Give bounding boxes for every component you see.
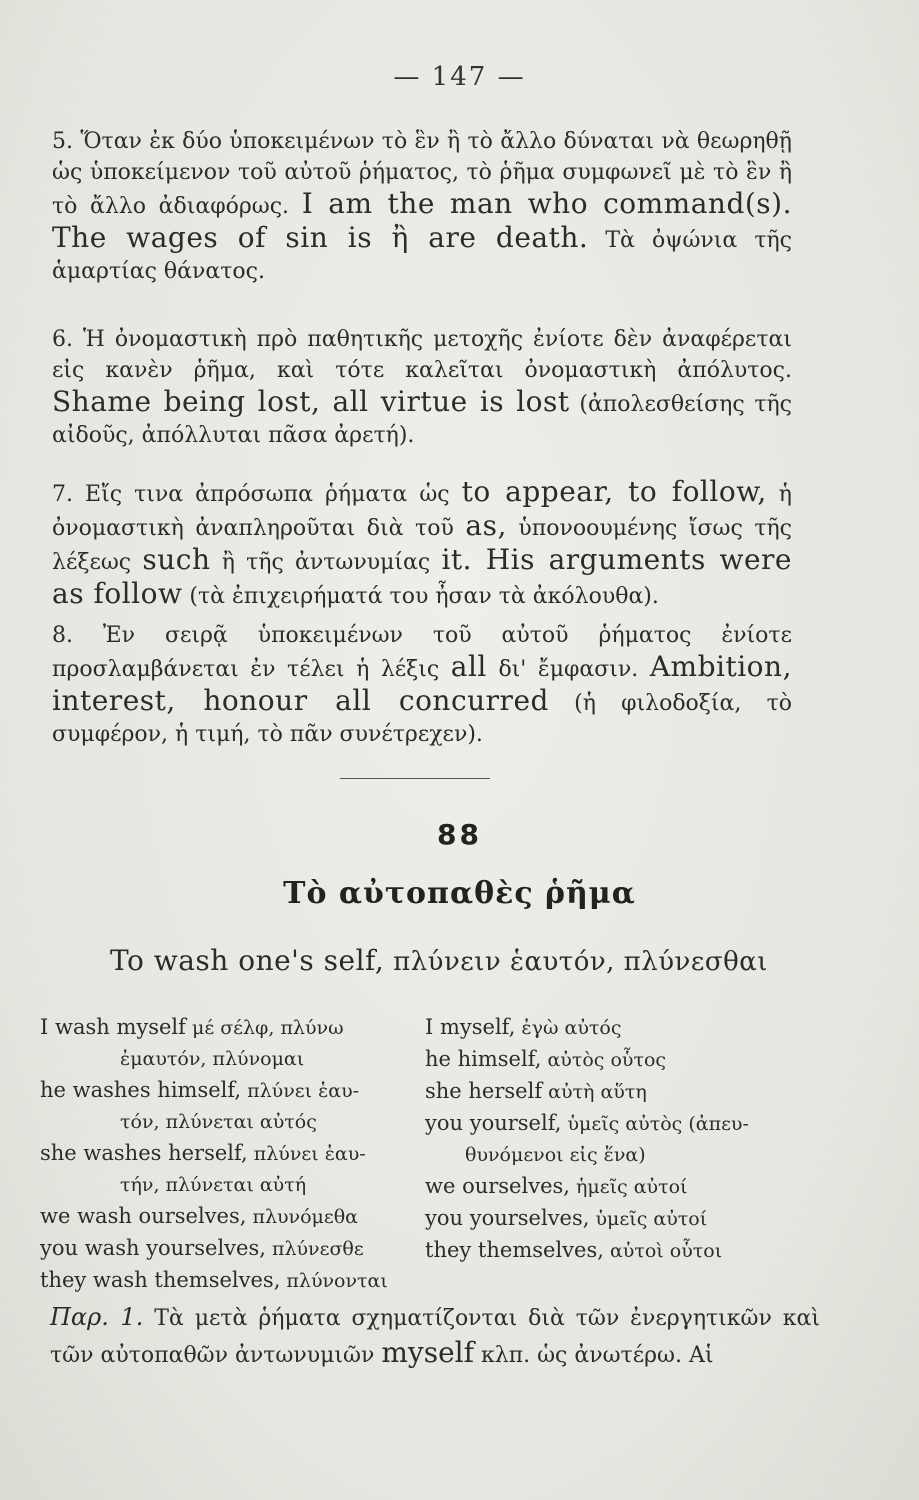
english-form: I myself,	[425, 1015, 516, 1039]
paragraph-number: 8.	[52, 623, 73, 648]
paragraph-8	[52, 620, 792, 750]
list-item	[425, 1012, 805, 1044]
paragraph-number: 6.	[52, 327, 73, 352]
greek-text: κλπ. ὡς ἀνωτέρω. Αἱ	[480, 1343, 714, 1368]
greek-text: Ἡ ὀνομαστικὴ πρὸ παθητικῆς μετοχῆς ἐνίοτε δὲν ἀναφέρεται εἰς κανὲν ῥῆμα, καὶ τότε καλεῖται ὀνομαστικὴ ἀπόλυτος.	[52, 327, 792, 383]
english-form: she washes herself,	[40, 1141, 248, 1165]
english-example: to appear, to follow,	[461, 475, 767, 508]
greek-form: ὑμεῖς αὐτὸς (ἀπευ-	[567, 1113, 749, 1135]
english-form: she herself	[425, 1079, 543, 1103]
list-item	[40, 1075, 410, 1138]
greek-text: (τὰ ἐπιχειρήματά του ἦσαν τὰ ἀκόλουθα).	[189, 584, 659, 609]
section-title: Τὸ αὐτοπαθὲς ῥῆμα	[283, 876, 636, 911]
list-item	[40, 1265, 410, 1297]
paragraph-7	[52, 476, 792, 612]
english-form: you wash yourselves,	[40, 1236, 266, 1260]
english-example: Shame being lost, all virtue is lost	[52, 385, 570, 418]
page-number: — 147 —	[393, 62, 526, 92]
english-example: it. His arguments were as follow	[52, 543, 793, 610]
greek-text: Τὰ ὀψώνια τῆς ἁμαρτίας θάνατος.	[52, 228, 792, 284]
paragraph-number: 7.	[52, 482, 73, 507]
greek-text: (ἀπολεσθείσης τῆς αἰδοῦς, ἀπόλλυται πᾶσα ἀρετή).	[52, 392, 793, 448]
english-example: I am the man who command(s). The wages of sin is ἢ are death.	[52, 187, 792, 254]
section-subtitle	[110, 944, 810, 979]
list-item	[425, 1235, 805, 1267]
list-item	[40, 1138, 410, 1201]
greek-text: ὑπονοουμένης ἴσως τῆς λέξεως	[52, 516, 792, 575]
greek-form: πλύνει ἑαυ-	[253, 1143, 366, 1165]
list-item	[425, 1171, 805, 1203]
conjugation-column-left	[40, 1012, 410, 1297]
english-form: we ourselves,	[425, 1174, 570, 1198]
remark-paragraph	[50, 1300, 820, 1373]
greek-continuation: θυνόμενοι εἰς ἕνα)	[465, 1144, 646, 1166]
english-form: they themselves,	[425, 1238, 604, 1262]
conjugation-column-right	[425, 1012, 805, 1267]
greek-text: (ἡ φιλοδοξία, τὸ συμφέρον, ἡ τιμή, τὸ πᾶν συνέτρεχεν).	[52, 691, 793, 747]
greek-form: πλύνει ἑαυ-	[247, 1080, 360, 1102]
greek-form: αὐτὴ αὕτη	[548, 1081, 647, 1103]
greek-form: πλύνονται	[286, 1270, 388, 1292]
section-number: 88	[437, 818, 482, 851]
greek-form: πλύνεσθε	[271, 1238, 364, 1260]
greek-text: ἢ τῆς ἀντωνυμίας	[221, 550, 431, 575]
greek-form: πλυνόμεθα	[252, 1206, 358, 1228]
list-item	[40, 1233, 410, 1265]
list-item	[425, 1044, 805, 1076]
english-form: they wash themselves,	[40, 1268, 281, 1292]
list-item	[40, 1201, 410, 1233]
subtitle-greek: πλύνειν ἑαυτόν, πλύνεσθαι	[393, 947, 768, 977]
english-example: myself	[381, 1336, 474, 1369]
greek-continuation: τόν, πλύνεται αὐτός	[120, 1111, 317, 1133]
remark-label: Παρ. 1.	[50, 1303, 144, 1331]
english-example: such	[142, 543, 211, 576]
english-example: Ambition, interest, honour all concurred	[52, 650, 792, 717]
greek-form: ὑμεῖς αὐτοί	[595, 1208, 708, 1230]
english-form: you yourselves,	[425, 1206, 590, 1230]
greek-form: μέ σέλφ, πλύνω	[191, 1017, 344, 1039]
paragraph-5	[52, 126, 792, 287]
english-form: we wash ourselves,	[40, 1204, 247, 1228]
greek-text: ἡ ὀνομαστικὴ ἀναπληροῦται διὰ τοῦ	[52, 482, 792, 541]
paragraph-number: 5.	[52, 129, 73, 154]
greek-text: Εἴς τινα ἀπρόσωπα ῥήματα ὡς	[85, 482, 450, 507]
greek-text: Ὅταν ἐκ δύο ὑποκειμένων τὸ ἓν ἢ τὸ ἄλλο δύναται νὰ θεωρηθῇ ὡς ὑποκείμενον τοῦ αὐτοῦ ῥήματος, τὸ ῥῆμα συμφωνεῖ μὲ τὸ ἓν ἢ τὸ ἄλλο ἀδιαφόρως.	[52, 129, 792, 219]
english-form: I wash myself	[40, 1015, 186, 1039]
english-form: he himself,	[425, 1047, 542, 1071]
list-item	[40, 1012, 410, 1075]
greek-form: ἡμεῖς αὐτοί	[576, 1176, 688, 1198]
greek-text: Τὰ μετὰ ῥήματα σχηματίζονται διὰ τῶν ἐνεργητικῶν καὶ τῶν αὐτοπαθῶν ἀντωνυμιῶν	[50, 1306, 821, 1368]
section-divider	[340, 778, 490, 779]
paragraph-6	[52, 324, 792, 451]
list-item	[425, 1203, 805, 1235]
greek-continuation: τήν, πλύνεται αὐτή	[120, 1174, 307, 1196]
subtitle-english: To wash one's self,	[110, 944, 385, 977]
english-example: all	[450, 650, 487, 683]
greek-continuation: ἐμαυτόν, πλύνομαι	[120, 1048, 305, 1070]
greek-form: αὐτὸς οὗτος	[547, 1049, 667, 1071]
greek-form: αὐτοὶ οὗτοι	[609, 1240, 723, 1262]
english-form: you yourself,	[425, 1111, 562, 1135]
english-form: he washes himself,	[40, 1078, 242, 1102]
greek-text: δι' ἔμφασιν.	[498, 657, 639, 682]
greek-text: Ἐν σειρᾷ ὑποκειμένων τοῦ αὐτοῦ ῥήματος ἐνίοτε προσλαμβάνεται ἐν τέλει ἡ λέξις	[52, 623, 792, 682]
list-item	[425, 1108, 805, 1171]
english-example: as,	[465, 509, 507, 542]
list-item	[425, 1076, 805, 1108]
greek-form: ἐγὼ αὐτός	[521, 1017, 622, 1039]
